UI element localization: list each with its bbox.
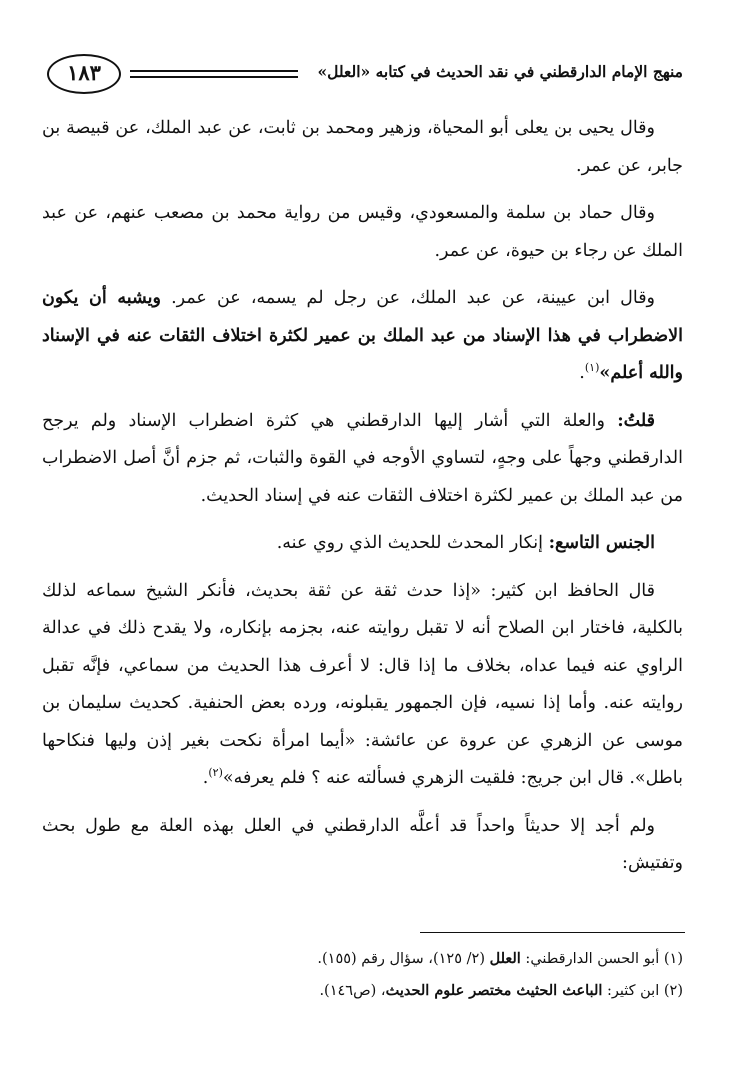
text-run: ولم أجد إلا حديثاً واحداً قد أعلَّه الدارقطني في العلل بهذه العلة مع طول بحث وتفتيش: <box>42 815 683 873</box>
text-run: والعلة التي أشار إليها الدارقطني هي كثرة اضطراب الإسناد ولم يرجح الدارقطني وجهاً على وجهٍ، لتساوي الأوجه في القوة والثبات، ثم جزم أنَّ أصل الاضطراب من عبد الملك بن عمير لكثرة اختلاف الثقات عنه في إسناد الحديث. <box>42 410 683 506</box>
bold-text-run: قلتُ: <box>617 410 655 431</box>
paragraph-p3 <box>42 280 683 393</box>
bold-text-run: ويشبه أن يكون الاضطراب في هذا الإسناد من عبد الملك بن عمير لكثرة اختلاف الثقات عنه في الإسناد والله أعلم» <box>42 288 683 383</box>
text-run: وقال حماد بن سلمة والمسعودي، وقيس من رواية محمد بن مصعب عنهم، عن عبد الملك عن رجاء بن حيوة، عن عمر. <box>42 203 683 261</box>
paragraph-p7 <box>42 808 683 883</box>
footnote-2 <box>42 975 683 1007</box>
footnote-ref: (١) <box>584 361 600 375</box>
footnotes <box>42 943 683 1007</box>
paragraph-p4 <box>42 403 683 516</box>
bold-text-run: العلل <box>489 950 521 967</box>
paragraph-p2 <box>42 195 683 270</box>
bold-text-run: الباعث الحثيث مختصر علوم الحديث <box>385 982 603 999</box>
paragraph-p6 <box>42 573 683 798</box>
footnote-1 <box>42 943 683 975</box>
text-run: ، (ص١٤٦). <box>319 983 386 999</box>
text-run: (٢/ ١٢٥)، سؤال رقم (١٥٥). <box>317 951 490 967</box>
text-run: . <box>202 768 209 788</box>
page-number-badge: ١٨٣ <box>47 54 121 94</box>
paragraph-p5 <box>42 525 683 563</box>
running-header-title: منهج الإمام الدارقطني في نقد الحديث في كتابه «العلل» <box>317 62 683 81</box>
text-run: قال الحافظ ابن كثير: «إذا حدث ثقة عن ثقة بحديث، فأنكر الشيخ سماعه لذلك بالكلية، فاختار ابن الصلاح أنه لا تقبل روايته عنه، بجزمه بإنكاره، ولا يقدح ذلك في عدالة الراوي عنه فيما عداه، بخلاف ما إذا قال: لا أعرف هذا الحديث من سماعي، فإنَّه تقبل روايته عنه. وأما إذا نسيه، فإن الجمهور يقبلونه، ورده بعض الحنفية. كحديث سليمان بن موسى عن الزهري عن عروة عن عائشة: «أيما امرأة نكحت بغير إذن وليها فنكاحها باطل». قال ابن جريج: فلقيت الزهري فسألته عنه ؟ فلم يعرفه» <box>42 580 683 788</box>
main-text <box>42 110 683 893</box>
footnote-separator <box>420 932 685 933</box>
bold-text-run: الجنس التاسع: <box>548 533 655 553</box>
header-rule-bottom <box>130 76 298 78</box>
text-run: (١) أبو الحسن الدارقطني: <box>520 951 683 967</box>
text-run: إنكار المحدث للحديث الذي روي عنه. <box>276 533 549 553</box>
text-run: . <box>579 363 585 383</box>
paragraph-p1 <box>42 110 683 185</box>
text-run: وقال ابن عيينة، عن عبد الملك، عن رجل لم يسمه، عن عمر. <box>161 288 656 308</box>
header-rule-top <box>130 70 298 72</box>
text-run: (٢) ابن كثير: <box>602 983 683 999</box>
text-run: وقال يحيى بن يعلى أبو المحياة، وزهير ومحمد بن ثابت، عن عبد الملك، عن قبيصة بن جابر، عن عمر. <box>42 118 683 176</box>
footnote-ref: (٢) <box>208 766 223 780</box>
